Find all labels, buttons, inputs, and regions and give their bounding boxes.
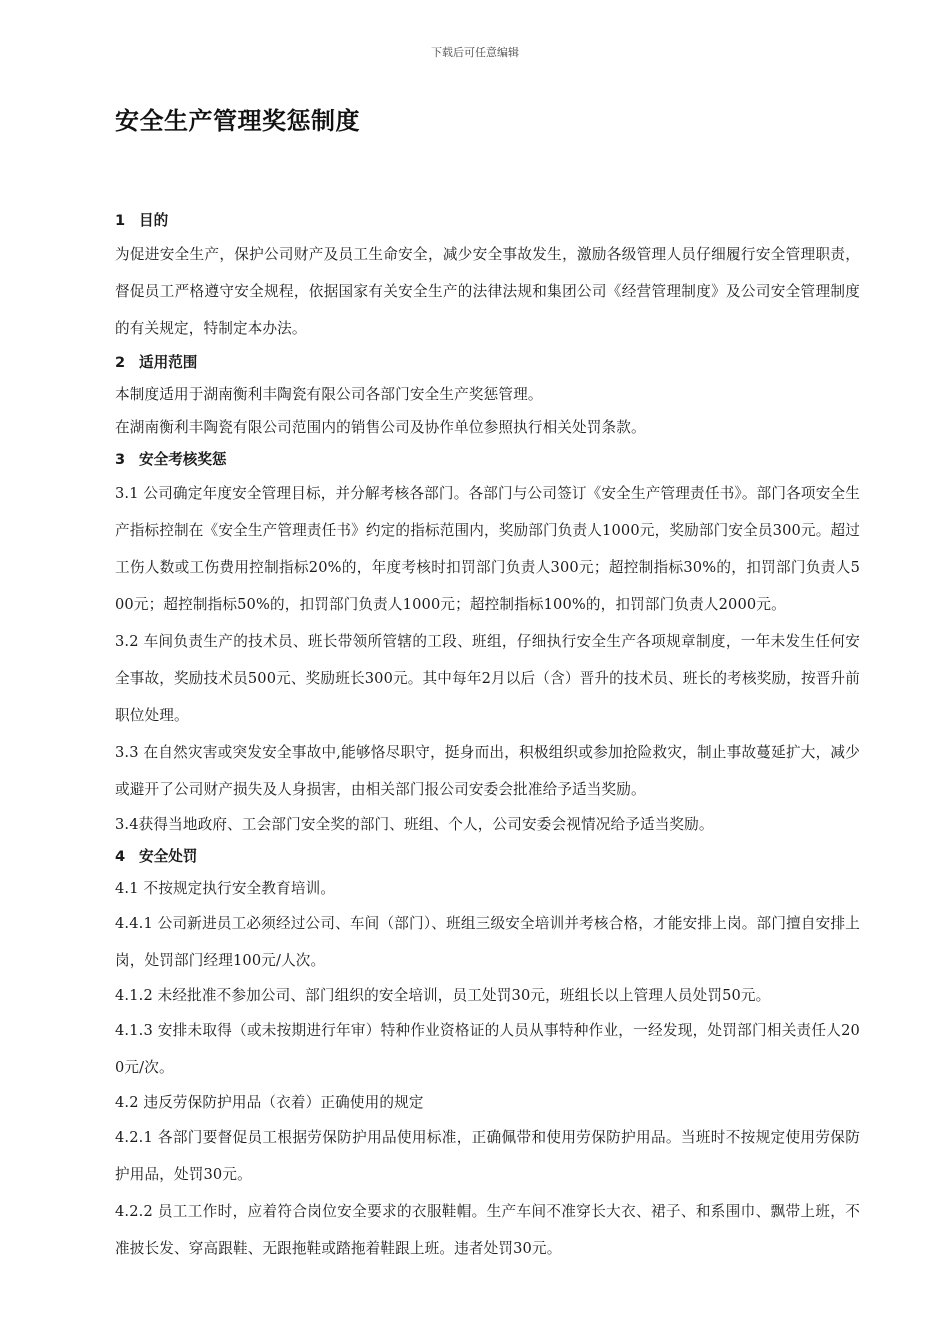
paragraph: 4.1.3 安排未取得（或未按期进行年审）特种作业资格证的人员从事特种作业，一经发现，处罚部门相关责任人200元/次。 bbox=[115, 1022, 860, 1076]
section-title: 安全处罚 bbox=[139, 848, 198, 865]
paragraph: 4.2.1 各部门要督促员工根据劳保防护用品使用标准，正确佩带和使用劳保防护用品。当班时不按规定使用劳保防护用品，处罚30元。 bbox=[115, 1129, 860, 1183]
paragraph: 3.4获得当地政府、工会部门安全奖的部门、班组、个人，公司安委会视情况给予适当奖励。 bbox=[115, 816, 714, 833]
paragraph: 4.1.2 未经批准不参加公司、部门组织的安全培训，员工处罚30元，班组长以上管理人员处罚50元。 bbox=[115, 987, 771, 1004]
section-title: 适用范围 bbox=[139, 354, 198, 371]
paragraph: 为促进安全生产，保护公司财产及员工生命安全，减少安全事故发生，激励各级管理人员仔细履行安全管理职责，督促员工严格遵守安全规程，依据国家有关安全生产的法律法规和集团公司《经营管理制度》及公司安全管理制度的有关规定，特制定本办法。 bbox=[115, 246, 860, 337]
section-heading-4 bbox=[115, 841, 860, 872]
section-number: 1 bbox=[115, 212, 126, 229]
section-heading-2 bbox=[115, 347, 860, 378]
paragraph: 4.2.2 员工工作时，应着符合岗位安全要求的衣服鞋帽。生产车间不准穿长大衣、裙子、和系围巾、飘带上班，不准披长发、穿高跟鞋、无跟拖鞋或踏拖着鞋跟上班。违者处罚30元。 bbox=[115, 1203, 860, 1257]
paragraph: 4.4.1 公司新进员工必须经过公司、车间（部门）、班组三级安全培训并考核合格，才能安排上岗。部门擅自安排上岗，处罚部门经理100元/人次。 bbox=[115, 915, 860, 969]
page-header: 下载后可任意编辑 bbox=[431, 46, 519, 59]
paragraph: 3.1 公司确定年度安全管理目标，并分解考核各部门。各部门与公司签订《安全生产管理责任书》。部门各项安全生产指标控制在《安全生产管理责任书》约定的指标范围内，奖励部门负责人1000元，奖励部门安全员300元。超过工伤人数或工伤费用控制指标20%的，年度考核时扣罚部门负责人300元；超控制指标30%的，扣罚部门负责人500元；超控制指标50%的，扣罚部门负责人1000元；超控制指标100%的，扣罚部门负责人2000元。 bbox=[115, 485, 860, 613]
paragraph: 3.3 在自然灾害或突发安全事故中,能够恪尽职守，挺身而出，积极组织或参加抢险救灾，制止事故蔓延扩大，减少或避开了公司财产损失及人身损害，由相关部门报公司安委会批准给予适当奖励。 bbox=[115, 744, 860, 798]
paragraph: 4.2 违反劳保防护用品（衣着）正确使用的规定 bbox=[115, 1094, 424, 1111]
section-number: 3 bbox=[115, 451, 126, 468]
section-title: 目的 bbox=[139, 212, 169, 229]
section-heading-3 bbox=[115, 444, 860, 475]
section-heading-1 bbox=[115, 205, 860, 236]
paragraph: 在湖南衡利丰陶瓷有限公司范围内的销售公司及协作单位参照执行相关处罚条款。 bbox=[115, 419, 646, 436]
section-number: 2 bbox=[115, 354, 126, 371]
section-number: 4 bbox=[115, 848, 126, 865]
paragraph: 4.1 不按规定执行安全教育培训。 bbox=[115, 880, 336, 897]
section-title: 安全考核奖惩 bbox=[139, 451, 227, 468]
document-body bbox=[115, 205, 860, 1267]
paragraph: 本制度适用于湖南衡利丰陶瓷有限公司各部门安全生产奖惩管理。 bbox=[115, 386, 543, 403]
paragraph: 3.2 车间负责生产的技术员、班长带领所管辖的工段、班组，仔细执行安全生产各项规章制度，一年未发生任何安全事故，奖励技术员500元、奖励班长300元。其中每年2月以后（含）晋升的技术员、班长的考核奖励，按晋升前职位处理。 bbox=[115, 633, 860, 724]
document-title: 安全生产管理奖惩制度 bbox=[115, 107, 360, 135]
